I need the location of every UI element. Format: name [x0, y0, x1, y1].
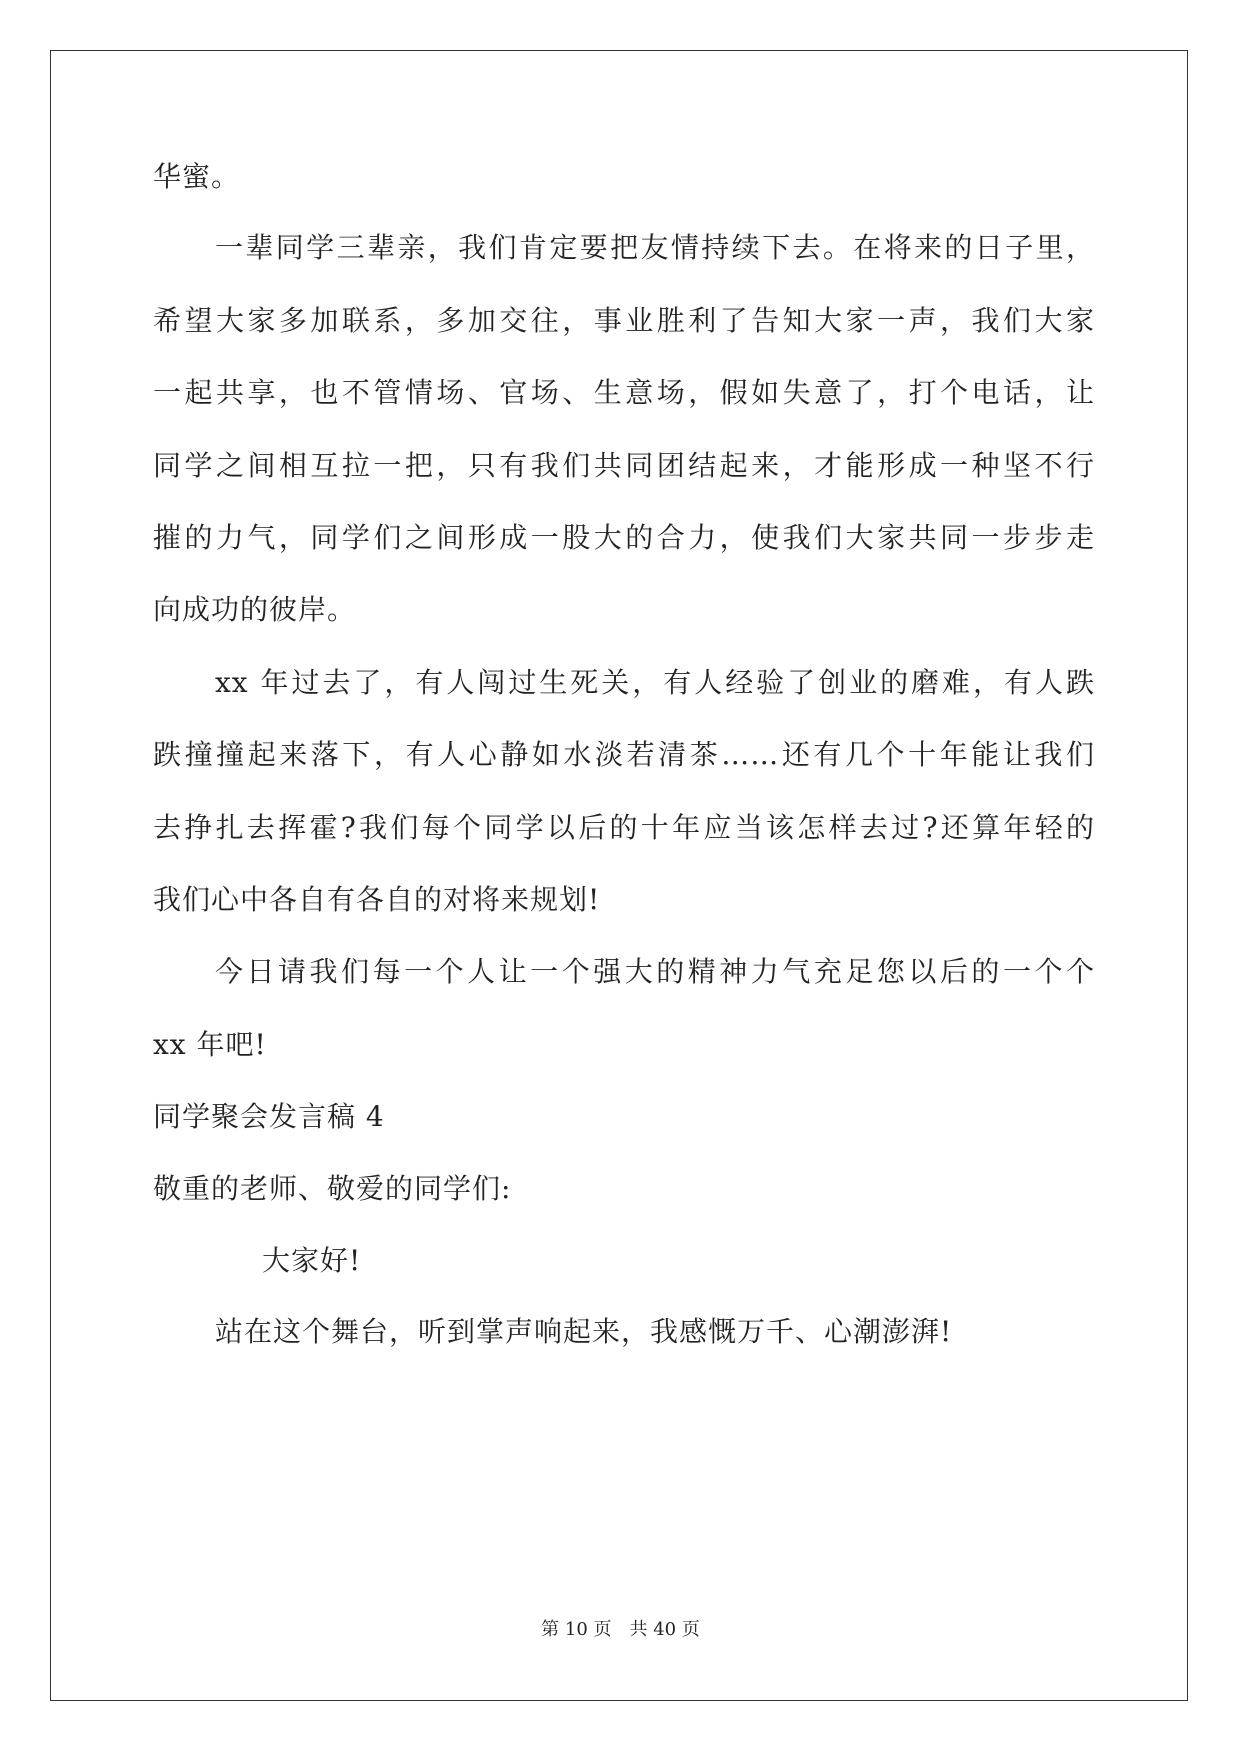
text-line: 去挣扎去挥霍?我们每个同学以后的十年应当该怎样去过?还算年轻的	[153, 811, 1095, 844]
text-line: 一辈同学三辈亲，我们肯定要把友情持续下去。在将来的日子里，	[215, 231, 1095, 264]
section-heading: 同学聚会发言稿 4	[153, 1100, 385, 1133]
text-line: 摧的力气，同学们之间形成一股大的合力，使我们大家共同一步步走	[153, 521, 1095, 554]
text-line: 我们心中各自有各自的对将来规划!	[153, 883, 601, 916]
page-footer	[0, 1618, 1241, 1642]
text-line: 希望大家多加联系，多加交往，事业胜利了告知大家一声，我们大家	[153, 304, 1095, 337]
text-line: 站在这个舞台，听到掌声响起来，我感慨万千、心潮澎湃!	[215, 1315, 953, 1348]
text-line: 今日请我们每一个人让一个强大的精神力气充足您以后的一个个	[215, 955, 1095, 988]
text-line: 同学之间相互拉一把，只有我们共同团结起来，才能形成一种坚不行	[153, 449, 1095, 482]
text-line: 一起共享，也不管情场、官场、生意场，假如失意了，打个电话，让	[153, 376, 1095, 409]
page-total: 共 40 页	[629, 1619, 700, 1640]
text-line: 向成功的彼岸。	[153, 593, 357, 626]
greeting: 大家好!	[262, 1244, 362, 1277]
text-line: xx 年吧!	[153, 1028, 267, 1061]
text-line: xx 年过去了，有人闯过生死关，有人经验了创业的磨难，有人跌	[215, 666, 1095, 699]
page-number: 第 10 页	[541, 1619, 612, 1640]
text-line: 华蜜。	[153, 160, 241, 193]
page-frame	[50, 50, 1188, 1701]
salutation: 敬重的老师、敬爱的同学们:	[153, 1172, 512, 1205]
text-line: 跌撞撞起来落下，有人心静如水淡若清茶……还有几个十年能让我们	[153, 738, 1095, 771]
